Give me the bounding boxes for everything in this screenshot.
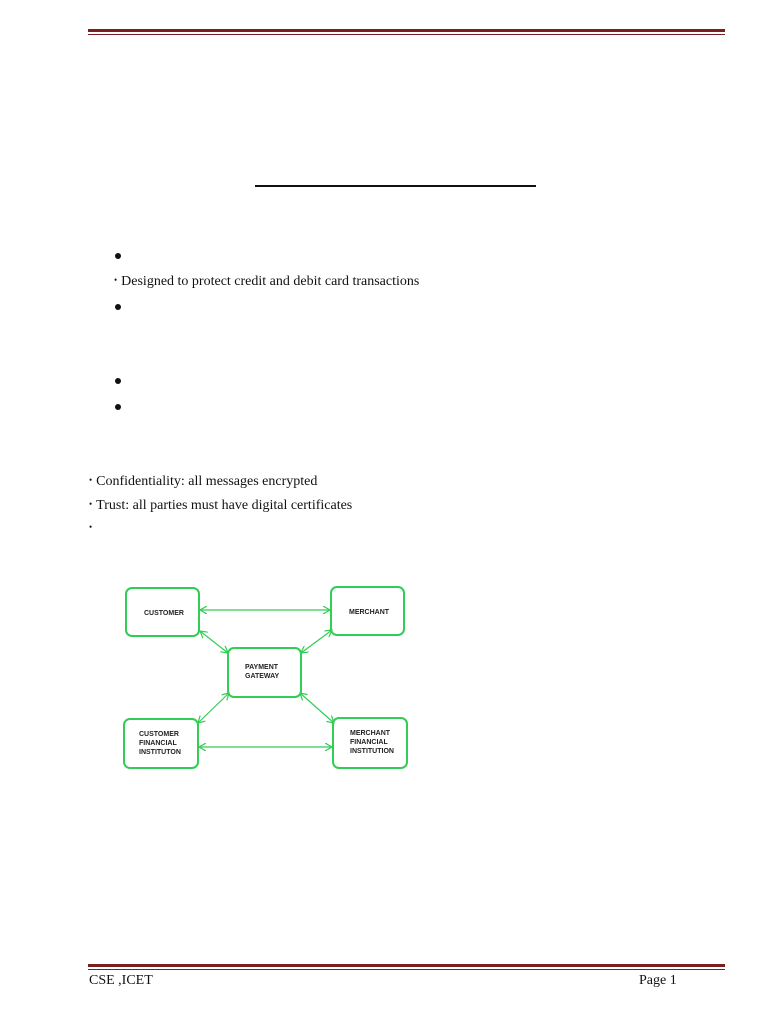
footer-rule: [88, 964, 725, 970]
gateway-customer-fi-arrow: [198, 693, 229, 723]
bullet-2: [115, 304, 121, 310]
list-item-trust: [89, 495, 352, 515]
gateway-merchant-fi-arrow: [300, 693, 334, 723]
payment-gateway-label-1: PAYMENT: [245, 664, 279, 671]
list-item-text: Confidentiality: all messages encrypted: [96, 474, 318, 489]
customer-gateway-arrow: [200, 631, 228, 653]
customer-fi-label-1: CUSTOMER: [139, 731, 179, 738]
customer-fi-label-2: FINANCIAL: [139, 740, 177, 747]
payment-gateway-label-2: GATEWAY: [245, 673, 280, 680]
merchant-gateway-arrow: [301, 630, 332, 653]
merchant-label: MERCHANT: [349, 609, 390, 616]
title-underline: [255, 185, 536, 187]
small-bullet: •: [114, 275, 118, 285]
merchant-fi-label-3: INSTITUTION: [350, 748, 394, 755]
merchant-fi-label-2: FINANCIAL: [350, 739, 388, 746]
bullet-4: [115, 404, 121, 410]
payment-flow-diagram: [110, 575, 420, 780]
small-bullet: •: [89, 475, 93, 485]
list-item-confidentiality: [89, 471, 317, 491]
small-bullet: •: [89, 522, 93, 532]
page-number: Page 1: [639, 973, 677, 988]
list-item-card-transactions: [114, 271, 419, 291]
list-item-text: Designed to protect credit and debit card transactions: [121, 274, 420, 289]
bullet-3: [115, 378, 121, 384]
customer-fi-label-3: INSTITUTON: [139, 749, 181, 756]
customer-label: CUSTOMER: [144, 610, 184, 617]
header-rule: [88, 29, 725, 35]
list-item-text: Trust: all parties must have digital certificates: [96, 498, 353, 513]
list-item-empty: [89, 518, 96, 538]
small-bullet: •: [89, 499, 93, 509]
bullet-1: [115, 253, 121, 259]
merchant-fi-label-1: MERCHANT: [350, 730, 391, 737]
footer-left-text: CSE ,ICET: [89, 973, 153, 988]
